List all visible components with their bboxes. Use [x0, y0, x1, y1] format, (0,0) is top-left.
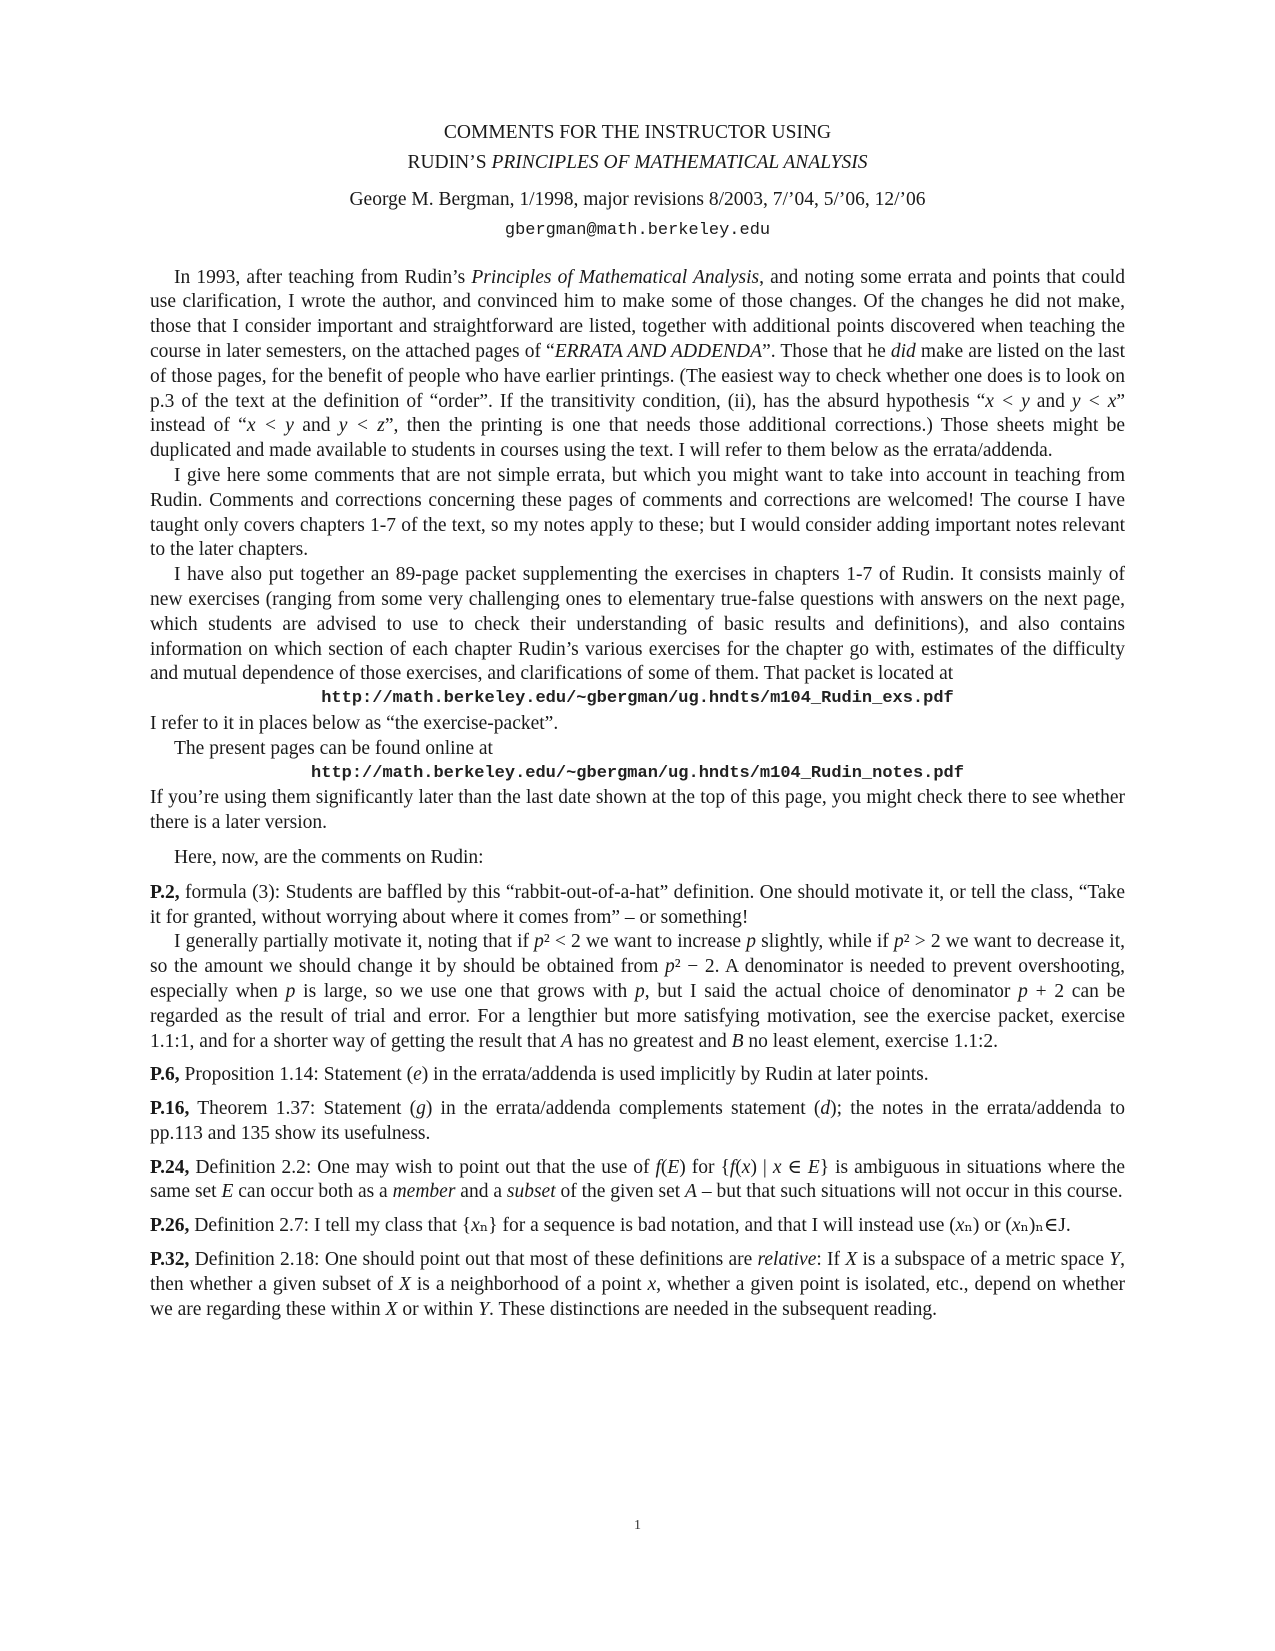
text-run: Proposition 1.14: Statement ( — [179, 1064, 414, 1086]
italic-run: X — [399, 1273, 411, 1295]
comments-list — [150, 881, 1125, 1323]
title-line-1: COMMENTS FOR THE INSTRUCTOR USING — [443, 122, 832, 143]
text-run: ) in the errata/addenda is used implicitly by Rudin at later points. — [421, 1064, 929, 1086]
intro-paragraph-1 — [150, 266, 1125, 464]
text-run: Definition 2.7: I tell my class that { — [189, 1215, 472, 1237]
text-run: Definition 2.2: One may wish to point out that the use of — [189, 1156, 656, 1178]
comment-body — [150, 1098, 1125, 1144]
page-reference: P.26, — [150, 1215, 190, 1237]
italic-run: x — [772, 1156, 782, 1178]
italic-run: y < x — [1071, 390, 1117, 412]
italic-run: X — [845, 1249, 858, 1271]
text-run: is a subspace of a metric space — [857, 1249, 1110, 1271]
italic-run: f — [729, 1156, 736, 1178]
italic-run: x — [741, 1156, 751, 1178]
italic-run: B — [731, 1030, 744, 1052]
text-run: and — [293, 415, 339, 437]
text-run: formula (3): Students are baffled by this “rabbit-out-of-a-hat” definition. One should motivate it, or tell the class, “Take it for granted, without worrying about where it comes from” – or something! — [150, 881, 1125, 928]
text-run: is a neighborhood of a point — [410, 1273, 648, 1295]
text-run: ( — [735, 1156, 742, 1178]
italic-run: p — [285, 980, 296, 1002]
text-run: Definition 2.18: One should point out that most of these definitions are — [189, 1249, 758, 1271]
page-reference: P.32, — [150, 1249, 190, 1271]
italic-run: did — [890, 340, 916, 362]
comment-entry — [150, 881, 1125, 1055]
italic-run: f — [655, 1156, 661, 1178]
text-run: ”. Those that he — [762, 340, 891, 362]
page-reference: P.2, — [150, 881, 180, 903]
page-number: 1 — [634, 1518, 641, 1533]
italic-run: x — [647, 1273, 657, 1295]
text-run: ” instead of “ — [150, 390, 1126, 437]
italic-run: X — [385, 1298, 398, 1320]
page-reference: P.16, — [150, 1098, 190, 1120]
text-run: ₙ)ₙ∈J. — [1020, 1215, 1071, 1237]
intro-paragraph-5: The present pages can be found online at — [174, 737, 493, 759]
introduction — [150, 266, 1125, 871]
document-title — [150, 118, 1125, 178]
text-run: and a — [455, 1181, 507, 1203]
title-prefix: RUDIN’S — [407, 152, 492, 173]
text-run: , and noting some errata and points that could use clarification, I wrote the author, and convinced him to make some of those changes. Of the changes he did not make, those that I consider important and straightforward are listed, together with additional points discovered when teaching the course in later semesters, on the attached pages of “ — [150, 266, 1125, 362]
text-run: and — [1029, 390, 1072, 412]
text-run: ² > 2 we want to decrease it, so the amount we should change it by should be obtained from — [150, 931, 1125, 978]
text-run: ∈ — [781, 1156, 808, 1178]
text-run: Theorem 1.37: Statement ( — [189, 1098, 417, 1120]
italic-run: p — [665, 956, 675, 978]
comment-text — [150, 881, 1125, 931]
text-run: has no greatest and — [572, 1030, 732, 1052]
comment-entry — [150, 1214, 1125, 1239]
comment-body — [189, 1215, 1070, 1236]
italic-run: E — [807, 1156, 820, 1178]
italic-run: Y — [478, 1298, 490, 1320]
text-run: ”, then the printing is one that needs those additional corrections.) Those sheets might be duplicated and made available to students in courses using the text. I will refer to them below as the errata/addenda. — [150, 415, 1126, 462]
italic-run: x < y — [246, 415, 294, 437]
italic-run: p — [1018, 980, 1028, 1002]
text-run: ) for { — [679, 1156, 730, 1178]
text-run: ² − 2. A denominator is needed to prevent overshooting, especially when — [150, 956, 1125, 1002]
text-run: slightly, while if — [756, 931, 894, 953]
text-run: is large, so we use one that grows with — [295, 980, 636, 1002]
italic-run: A — [561, 1030, 573, 1052]
italic-run: e — [413, 1064, 422, 1086]
text-run: ₙ) or ( — [964, 1215, 1012, 1237]
italic-run: subset — [506, 1181, 556, 1203]
book-title: PRINCIPLES OF MATHEMATICAL ANALYSIS — [491, 152, 868, 173]
intro-paragraph-6: If you’re using them significantly later than the last date shown at the top of this page, you might check there to see whether there is a later version. — [150, 787, 1125, 834]
document-page — [150, 118, 1125, 1322]
page-reference: P.6, — [150, 1064, 180, 1086]
notes-url: http://math.berkeley.edu/~gbergman/ug.hndts/m104_Rudin_notes.pdf — [311, 763, 964, 783]
italic-run: Y — [1109, 1249, 1121, 1271]
intro-paragraph-2: I give here some comments that are not simple errata, but which you might want to take into account in teaching from Rudin. Comments and corrections concerning these pages of comments and corrections are welcomed! The course I have taught only covers chapters 1-7 of the text, so my notes apply to these; but I would consider adding important notes relevant to the later chapters. — [150, 464, 1125, 561]
italic-run: p — [635, 980, 645, 1002]
text-run: make are listed on the last of those pages, for the benefit of people who have earlier printings. (The easiest way to check whether one does is to look on p.3 of the text at the definition of “order”. If the transitivity condition, (ii), has the absurd hypothesis “ — [150, 340, 1125, 412]
italic-run: g — [416, 1098, 426, 1120]
text-run: ² < 2 we want to increase — [543, 931, 747, 953]
text-run: . These distinctions are needed in the subsequent reading. — [489, 1298, 938, 1320]
text-run: ); the notes in the errata/addenda to pp.113 and 135 show its usefulness. — [150, 1098, 1126, 1144]
comment-entry — [150, 1156, 1125, 1206]
italic-run: p — [746, 931, 756, 953]
page-reference: P.24, — [150, 1156, 190, 1178]
italic-run: member — [392, 1181, 456, 1203]
text-run: + 2 can be regarded as the result of trial and error. For a lengthier but more satisfying motivation, see the exercise packet, exercise 1.1:1, and for a shorter way of getting the result that — [150, 980, 1125, 1052]
text-run: no least element, exercise 1.1:2. — [743, 1030, 999, 1052]
text-run: I generally partially motivate it, noting that if — [174, 931, 535, 953]
comment-body — [150, 1157, 1125, 1203]
text-run: or within — [397, 1298, 479, 1320]
comment-text — [150, 1097, 1125, 1147]
comment-body — [180, 1064, 929, 1085]
italic-run: p — [534, 931, 544, 953]
comment-body — [150, 1249, 1125, 1320]
text-run: can occur both as a — [233, 1181, 393, 1203]
text-run: ) in the errata/addenda complements statement ( — [425, 1098, 821, 1120]
comment-entry — [150, 1097, 1125, 1147]
text-run: , but I said the actual choice of denominator — [644, 980, 1019, 1002]
comment-text — [150, 1156, 1125, 1206]
intro-paragraph-3: I have also put together an 89-page packet supplementing the exercises in chapters 1-7 of Rudin. It consists mainly of new exercises (ranging from some very challenging ones to elementary true-false questions with answers on the next page, which students are advised to use to check their understanding of basic results and definitions), and also contains information on which section of each chapter Rudin’s various exercises for the chapter go with, estimates of the difficulty and mutual dependence of those exercises, and clarifications of some of them. That packet is located at — [150, 564, 1125, 685]
text-run: ₙ} for a sequence is bad notation, and that I will instead use ( — [479, 1215, 956, 1237]
italic-run: relative — [757, 1249, 817, 1271]
text-run: In 1993, after teaching from Rudin’s — [174, 266, 472, 288]
comment-text — [150, 1248, 1125, 1322]
italic-run: x < y — [985, 390, 1030, 412]
italic-run: x — [1011, 1215, 1021, 1237]
comment-text — [150, 1063, 1125, 1088]
text-run: of the given set — [555, 1181, 686, 1203]
text-run: ( — [660, 1156, 668, 1178]
title-line-2 — [150, 148, 1125, 178]
comment-entry — [150, 1248, 1125, 1322]
italic-run: Principles of Mathematical Analysis — [471, 266, 760, 288]
text-run: : If — [816, 1249, 846, 1271]
text-run: – but that such situations will not occur in this course. — [696, 1181, 1123, 1203]
comment-continuation — [150, 930, 1125, 1054]
text-run: , whether a given point is isolated, etc., depend on whether we are regarding these within — [150, 1273, 1125, 1320]
italic-run: x — [471, 1215, 480, 1237]
italic-run: A — [685, 1181, 697, 1203]
italic-run: p — [893, 931, 904, 953]
exercise-packet-url: http://math.berkeley.edu/~gbergman/ug.hndts/m104_Rudin_exs.pdf — [321, 689, 954, 709]
text-run: , then whether a given subset of — [150, 1249, 1125, 1295]
italic-run: y < z — [338, 415, 385, 437]
author-line: George M. Bergman, 1/1998, major revisions 8/2003, 7/’04, 5/’06, 12/’06 — [349, 189, 926, 210]
intro-paragraph-7: Here, now, are the comments on Rudin: — [174, 846, 484, 868]
text-run: ) | — [750, 1156, 773, 1178]
italic-run: ERRATA AND ADDENDA — [554, 340, 763, 362]
italic-run: d — [820, 1098, 831, 1120]
intro-paragraph-4: I refer to it in places below as “the exercise-packet”. — [150, 712, 559, 734]
comment-text — [150, 1214, 1125, 1239]
comment-entry — [150, 1063, 1125, 1088]
italic-run: x — [955, 1215, 965, 1237]
text-run: } is ambiguous in situations where the same set — [150, 1156, 1126, 1203]
italic-run: E — [667, 1156, 680, 1178]
comment-body — [150, 882, 1125, 928]
author-email: gbergman@math.berkeley.edu — [504, 220, 771, 240]
italic-run: E — [221, 1181, 234, 1203]
